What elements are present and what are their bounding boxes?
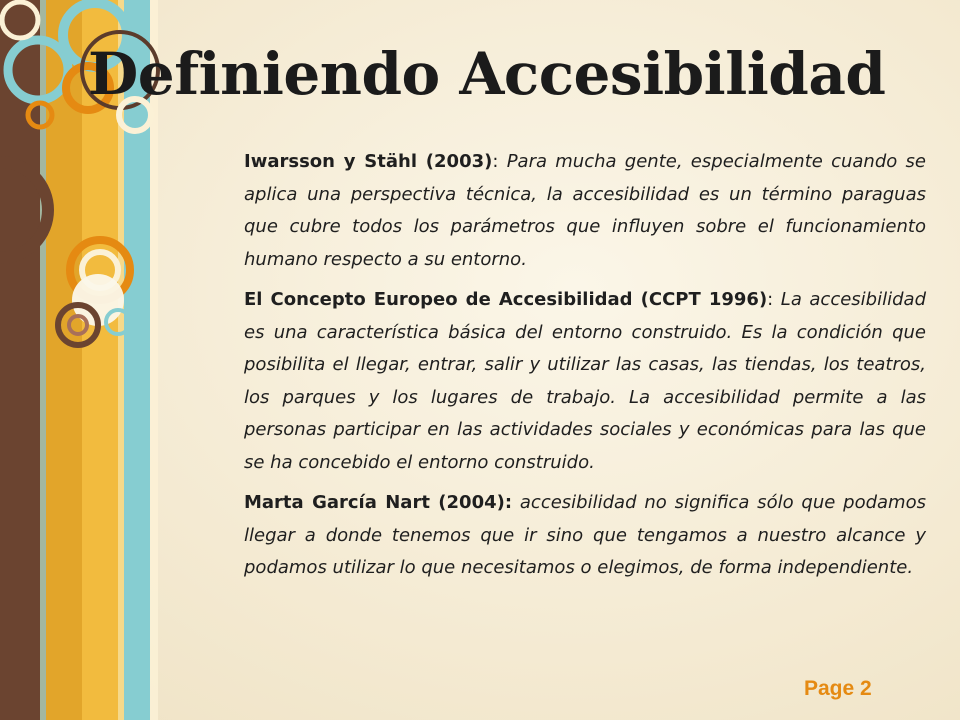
circle-teal-large [8,40,68,100]
circle-cream-top [2,2,38,38]
circle-orange-small [28,103,52,127]
paragraph-garcia-nart [244,487,926,585]
paragraph-text: accesibilidad no significa sólo que podamos llegar a donde tenemos que ir sino que tengamos a nuestro alcance y podamos utilizar lo que necesitamos o elegimos, de forma independiente. [244,492,926,578]
page-number: Page 2 [804,677,872,700]
paragraph-text: Para mucha gente, especialmente cuando se aplica una perspectiva técnica, la accesibilidad es un término paraguas que cubre todos los parámetros que influyen sobre el funcionamiento humano respecto a su entorno. [244,151,926,270]
slide-content [244,146,926,593]
paragraph-author: Iwarsson y Stähl (2003) [244,151,493,172]
paragraph-author: El Concepto Europeo de Accesibilidad (CCPT 1996) [244,289,768,310]
paragraph-separator: : [492,151,507,172]
circle-brown-big [0,162,48,258]
paragraph-ccpt [244,284,926,479]
paragraph-separator [512,492,520,513]
paragraph-separator: : [767,289,781,310]
paragraph-text: La accesibilidad es una característica básica del entorno construido. Es la condición que posibilita el llegar, entrar, salir y utilizar las casas, las tiendas, los teatros, los parques y los lugares de trabajo. La accesibilidad permite a las personas participar en las actividades sociales y económicas para las que se ha concebido el entorno construido. [244,289,926,473]
circle-brown-low-inner [69,316,87,334]
slide-title: Definiendo Accesibilidad [88,40,886,108]
paragraph-iwarsson [244,146,926,276]
paragraph-author: Marta García Nart (2004): [244,492,513,513]
